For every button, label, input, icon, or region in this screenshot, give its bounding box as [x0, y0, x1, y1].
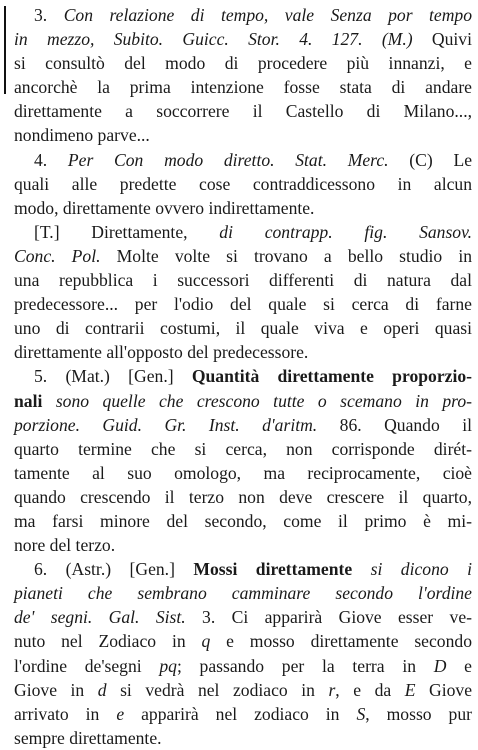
text-line — [14, 268, 472, 292]
italic-text: Con relazione di tempo, vale Senza por tempo — [63, 5, 473, 25]
body-text: e mosso direttamente secondo — [210, 631, 472, 652]
body-text: (C) Le — [388, 149, 472, 170]
text-line — [14, 99, 472, 123]
text-line — [14, 316, 472, 340]
italic-text: r — [328, 679, 336, 700]
italic-text: pq — [159, 655, 177, 676]
body-text: quarto termine che si cerca, non corrisponde dirét- — [14, 438, 472, 459]
italic-text: E — [404, 679, 416, 700]
italic-text: q — [201, 631, 211, 652]
text-line — [14, 75, 472, 99]
text-line — [14, 654, 472, 678]
italic-text: di contrapp. fig. Sansov. — [219, 221, 473, 242]
text-line — [14, 557, 472, 581]
body-text: si consultò del modo di procedere più innanzi, e — [14, 53, 472, 74]
text-line — [14, 220, 472, 244]
body-text: uno di contrarii costumi, il quale viva e operi quasi — [14, 318, 472, 339]
body-text: quando crescendo il terzo non deve crescere il quarto, — [14, 486, 472, 507]
entry-number: 3. — [34, 5, 48, 25]
entry-number: 4. — [34, 149, 48, 170]
body-text: una repubblica i successori differenti di natura dal — [14, 270, 472, 291]
entry-2 — [14, 148, 472, 220]
body-text: arrivato in — [14, 703, 117, 724]
text-line — [14, 244, 472, 268]
body-text: 3. Ci apparirà Giove esser ve- — [185, 607, 472, 628]
bold-text: nali — [14, 390, 43, 411]
body-text: tamente al suo omologo, ma reciprocamente, cioè — [14, 462, 472, 483]
text-line — [14, 148, 472, 172]
body-text: , mosso pur — [365, 703, 472, 724]
body-text: direttamente all'opposto del predecessore. — [14, 342, 309, 363]
text-line — [14, 340, 472, 364]
italic-text: Conc. Pol. — [14, 245, 101, 266]
text-line — [14, 123, 472, 147]
margin-rule — [4, 6, 6, 94]
text-line — [14, 292, 472, 316]
italic-text: e — [116, 703, 125, 724]
text-line — [14, 605, 472, 629]
body-text: ma farsi minore del secondo, come il primo è mi- — [14, 510, 472, 531]
body-text: apparirà nel zodiaco in — [124, 703, 357, 724]
italic-text: de' segni. Gal. Sist. — [14, 607, 186, 628]
body-text: , e da — [335, 679, 405, 700]
entry-3 — [14, 220, 472, 365]
body-text: direttamente a soccorrere il Castello di Milano..., — [14, 101, 472, 122]
text-column — [14, 3, 472, 750]
text-line — [14, 196, 472, 220]
body-text: si vedrà nel zodiaco in — [106, 679, 329, 700]
bold-text: Mossi direttamente — [193, 559, 353, 580]
body-text: ancorchè la prima intenzione fosse stata di andare — [14, 77, 472, 98]
text-line — [14, 389, 472, 413]
text-line — [14, 51, 472, 75]
body-text: Giove — [415, 679, 472, 700]
entry-number: 6. — [34, 559, 48, 580]
italic-text: Per Con modo diretto. Stat. Merc. — [67, 149, 389, 170]
italic-text: si dicono i — [352, 559, 472, 580]
body-text: (Mat.) [Gen.] — [47, 366, 192, 387]
body-text: nondimeno parve... — [14, 125, 150, 146]
text-line — [14, 726, 472, 750]
bold-text: Quantità direttamente proporzio- — [191, 366, 472, 387]
body-text: Molte volte si trovano a bello studio in — [100, 245, 473, 266]
body-text: nuto nel Zodiaco in — [14, 631, 202, 652]
italic-text: sono quelle che crescono tutte o scemano in pro- — [42, 390, 472, 411]
text-line — [14, 581, 472, 605]
body-text: Quivi — [412, 29, 472, 50]
text-line — [14, 413, 472, 437]
body-text: ; passando per la terra in — [176, 655, 434, 676]
text-line — [14, 509, 472, 533]
text-line — [14, 629, 472, 653]
text-line — [14, 437, 472, 461]
text-line — [14, 172, 472, 196]
italic-text: pianeti che sembrano camminare secondo l'ordine — [14, 583, 472, 604]
entry-number: [T.] — [34, 221, 60, 242]
body-text: predecessore... per l'odio del quale si cerca di farne — [14, 294, 472, 315]
body-text: 86. Quando il — [317, 414, 472, 435]
text-line — [14, 364, 472, 388]
body-text: e — [446, 655, 472, 676]
text-line — [14, 461, 472, 485]
italic-text: d — [97, 679, 107, 700]
text-line — [14, 485, 472, 509]
text-line — [14, 3, 472, 27]
text-line — [14, 678, 472, 702]
body-text: nore del terzo. — [14, 535, 116, 556]
body-text — [47, 5, 63, 25]
entry-1 — [14, 3, 472, 148]
italic-text: porzione. Guid. Gr. Inst. d'aritm. — [14, 414, 318, 435]
body-text: sempre direttamente. — [14, 727, 162, 748]
italic-text: S — [356, 703, 366, 724]
body-text: Direttamente, — [59, 221, 220, 242]
body-text: modo, direttamente ovvero indirettamente. — [14, 197, 315, 218]
entry-4 — [14, 364, 472, 557]
body-text: (Astr.) [Gen.] — [47, 559, 194, 580]
italic-text: D — [433, 655, 447, 676]
text-line — [14, 27, 472, 51]
text-line — [14, 533, 472, 557]
body-text: quali alle predette cose contraddicessono in alcun — [14, 173, 472, 194]
body-text — [47, 150, 68, 170]
italic-text: in mezzo, Subito. Guicc. Stor. 4. 127. (M.) — [14, 29, 413, 50]
body-text: Giove in — [14, 679, 98, 700]
body-text: l'ordine de'segni — [14, 655, 160, 676]
entry-5 — [14, 557, 472, 750]
text-line — [14, 702, 472, 726]
entry-number: 5. — [34, 366, 48, 387]
